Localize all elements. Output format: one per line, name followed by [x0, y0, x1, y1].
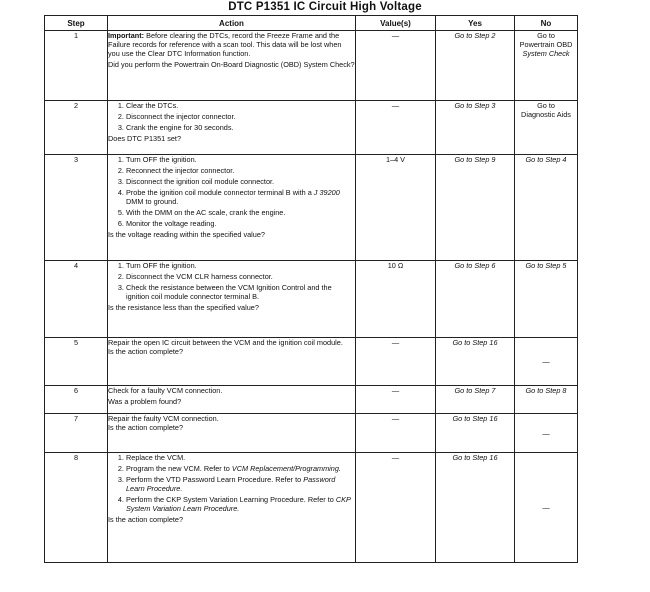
action-item: 3. Crank the engine for 30 seconds. [126, 123, 355, 132]
tool-ref: J 39200 [313, 188, 340, 197]
action-question: Did you perform the Powertrain On-Board Diagnostic (OBD) System Check? [108, 60, 355, 69]
action-question: Is the action complete? [108, 347, 184, 356]
table-row [45, 261, 578, 338]
action-cell [108, 386, 356, 414]
no-line: Diagnostic Aids [521, 110, 571, 119]
step-number: 7 [45, 414, 108, 453]
table-row [45, 155, 578, 261]
yes-cell: Go to Step 9 [436, 155, 515, 261]
header-step: Step [45, 16, 108, 31]
table-row [45, 453, 578, 563]
no-line: Go to [537, 31, 555, 40]
yes-cell: Go to Step 16 [436, 414, 515, 453]
action-item: 3. Disconnect the ignition coil module connector. [126, 177, 355, 186]
header-values: Value(s) [356, 16, 436, 31]
step-number: 5 [45, 338, 108, 386]
action-text: Perform the VTD Password Learn Procedure. Refer to [126, 475, 302, 484]
action-question: Is the voltage reading within the specified value? [108, 230, 265, 239]
procedure-ref: CKP System Variation Learn Procedure. [126, 495, 351, 513]
action-item [126, 188, 355, 206]
action-item: 1. Clear the DTCs. [126, 101, 355, 110]
action-item: 5. With the DMM on the AC scale, crank the engine. [126, 208, 355, 217]
action-item [126, 464, 355, 473]
yes-cell: Go to Step 6 [436, 261, 515, 338]
no-cell: — [515, 338, 578, 386]
action-text: Repair the open IC circuit between the VCM and the ignition coil module. [108, 338, 343, 347]
table-row [45, 338, 578, 386]
header-row [45, 16, 578, 31]
step-number: 3 [45, 155, 108, 261]
yes-cell: Go to Step 2 [436, 31, 515, 101]
no-cell: Go to Step 4 [515, 155, 578, 261]
procedure-ref: Password Learn Procedure. [126, 475, 336, 493]
step-number: 8 [45, 453, 108, 563]
no-cell: Go to Step 8 [515, 386, 578, 414]
header-action: Action [108, 16, 356, 31]
no-cell: — [515, 453, 578, 563]
action-item [126, 495, 355, 513]
no-line: System Check [522, 49, 570, 58]
important-note [108, 31, 355, 58]
no-line: Powertrain OBD [519, 40, 573, 49]
action-item [126, 475, 355, 493]
value-cell: — [356, 338, 436, 386]
action-cell [108, 453, 356, 563]
action-cell [108, 261, 356, 338]
table-row [45, 386, 578, 414]
action-cell [108, 101, 356, 155]
action-text: Program the new VCM. Refer to [126, 464, 230, 473]
no-cell [515, 101, 578, 155]
page-title: DTC P1351 IC Circuit High Voltage [228, 1, 422, 13]
value-cell: — [356, 453, 436, 563]
table-row [45, 414, 578, 453]
table-row [45, 31, 578, 101]
yes-cell: Go to Step 7 [436, 386, 515, 414]
yes-cell: Go to Step 16 [436, 453, 515, 563]
action-question: Is the resistance less than the specified value? [108, 303, 259, 312]
important-text: Before clearing the DTCs, record the Freeze Frame and the Failure records for reference with a scan tool. This data will be lost when you use the Clear DTC Information function. [108, 31, 342, 58]
no-cell: Go to Step 5 [515, 261, 578, 338]
no-line: Go to [537, 101, 555, 110]
procedure-ref: VCM Replacement/Programming. [231, 464, 341, 473]
action-item: 1. Turn OFF the ignition. [126, 155, 355, 164]
action-item: 2. Disconnect the VCM CLR harness connector. [126, 272, 355, 281]
action-item: 2. Reconnect the injector connector. [126, 166, 355, 175]
action-question: Does DTC P1351 set? [108, 134, 182, 143]
step-number: 1 [45, 31, 108, 101]
action-item: 3. Check the resistance between the VCM Ignition Control and the ignition coil module connector terminal B. [126, 283, 355, 301]
no-cell [515, 31, 578, 101]
action-question: Was a problem found? [108, 397, 182, 406]
table-row [45, 101, 578, 155]
value-cell: — [356, 414, 436, 453]
value-cell: — [356, 386, 436, 414]
action-text: DMM to ground. [126, 197, 179, 206]
important-label: Important: [108, 31, 145, 40]
yes-cell: Go to Step 3 [436, 101, 515, 155]
yes-cell: Go to Step 16 [436, 338, 515, 386]
action-item: 2. Disconnect the injector connector. [126, 112, 355, 121]
action-cell [108, 31, 356, 101]
action-item: 1. Turn OFF the ignition. [126, 261, 355, 270]
action-item: 6. Monitor the voltage reading. [126, 219, 355, 228]
value-cell: 10 Ω [356, 261, 436, 338]
value-cell: — [356, 31, 436, 101]
action-question: Is the action complete? [108, 515, 184, 524]
action-cell [108, 414, 356, 453]
step-number: 2 [45, 101, 108, 155]
header-no: No [515, 16, 578, 31]
step-number: 4 [45, 261, 108, 338]
action-text: Repair the faulty VCM connection. [108, 414, 219, 423]
action-cell [108, 338, 356, 386]
action-text: Probe the ignition coil module connector terminal B with a [126, 188, 312, 197]
step-number: 6 [45, 386, 108, 414]
header-yes: Yes [436, 16, 515, 31]
value-cell: — [356, 101, 436, 155]
diagnostic-table [44, 15, 578, 563]
action-cell [108, 155, 356, 261]
value-cell: 1–4 V [356, 155, 436, 261]
no-cell: — [515, 414, 578, 453]
action-text: Check for a faulty VCM connection. [108, 386, 223, 395]
action-question: Is the action complete? [108, 423, 184, 432]
action-text: Perform the CKP System Variation Learning Procedure. Refer to [126, 495, 334, 504]
action-item: 1. Replace the VCM. [126, 453, 355, 462]
